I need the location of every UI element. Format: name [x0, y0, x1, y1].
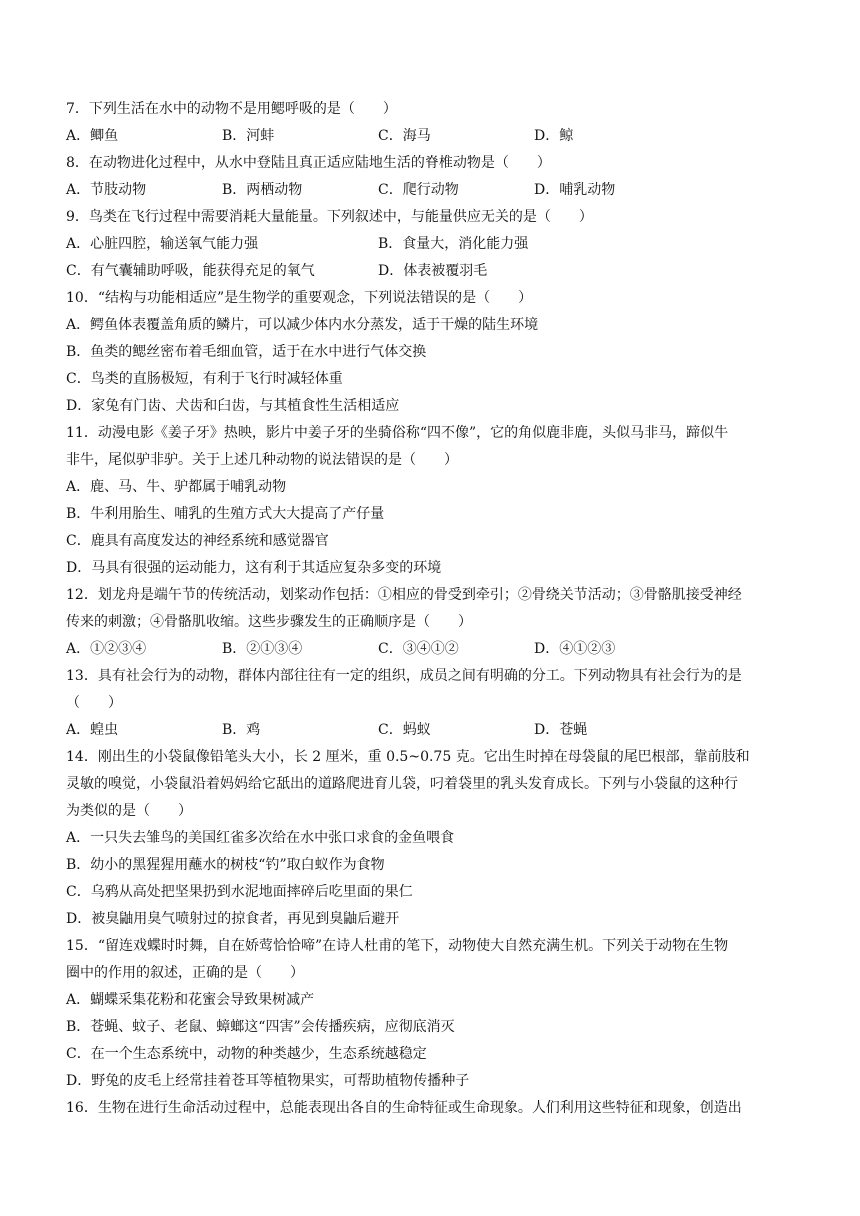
option-row — [66, 123, 796, 150]
answer-option[interactable]: A．蝗虫 — [66, 722, 119, 738]
answer-option[interactable]: C．爬行动物 — [378, 182, 459, 198]
answer-option[interactable]: C．在一个生态系统中，动物的种类越少，生态系统越稳定 — [66, 1046, 427, 1062]
answer-option[interactable]: D．鲸 — [534, 128, 574, 144]
option-row — [66, 231, 796, 258]
answer-option[interactable]: D．苍蝇 — [534, 722, 588, 738]
answer-option[interactable]: D．家兔有门齿、犬齿和臼齿，与其植食性生活相适应 — [66, 398, 400, 414]
question-stem-line: 圈中的作用的叙述，正确的是（ ） — [66, 965, 304, 981]
question-13 — [66, 663, 796, 744]
answer-option[interactable]: A．节肢动物 — [66, 182, 147, 198]
answer-option[interactable]: A．心脏四腔，输送氧气能力强 — [66, 236, 259, 252]
question-15 — [66, 933, 796, 1095]
answer-option[interactable]: B．两栖动物 — [222, 182, 303, 198]
answer-option[interactable]: B．苍蝇、蚊子、老鼠、蟑螂这“四害”会传播疾病，应彻底消灭 — [66, 1019, 455, 1035]
answer-option[interactable]: B．食量大，消化能力强 — [378, 236, 529, 252]
question-stem-line: （ ） — [66, 695, 122, 711]
question-12 — [66, 582, 796, 663]
question-stem-line: 11．动漫电影《姜子牙》热映，影片中姜子牙的坐骑俗称“四不像”，它的角似鹿非鹿，头似马非马，蹄似牛 — [66, 425, 729, 441]
question-stem-line: 12．划龙舟是端午节的传统活动，划桨动作包括：①相应的骨受到牵引；②骨绕关节活动；③骨骼肌接受神经 — [66, 587, 742, 603]
answer-option[interactable]: C．③④①② — [378, 641, 459, 657]
answer-option[interactable]: A．鳄鱼体表覆盖角质的鳞片，可以减少体内水分蒸发，适于干燥的陆生环境 — [66, 317, 539, 333]
answer-option[interactable]: C．海马 — [378, 128, 431, 144]
answer-option[interactable]: D．马具有很强的运动能力，这有利于其适应复杂多变的环境 — [66, 560, 442, 576]
answer-option[interactable]: B．鱼类的鳃丝密布着毛细血管，适于在水中进行气体交换 — [66, 344, 427, 360]
question-stem-line: 8．在动物进化过程中，从水中登陆且真正适应陆地生活的脊椎动物是（ ） — [66, 155, 551, 171]
question-stem-line: 15．“留连戏蝶时时舞，自在娇莺恰恰啼”在诗人杜甫的笔下，动物使大自然充满生机。下列关于动物在生物 — [66, 938, 729, 954]
question-stem-line: 14．刚出生的小袋鼠像铅笔头大小，长 2 厘米，重 0.5~0.75 克。它出生时掉在母袋鼠的尾巴根部，靠前肢和 — [66, 749, 750, 765]
question-stem-line: 9．鸟类在飞行过程中需要消耗大量能量。下列叙述中，与能量供应无关的是（ ） — [66, 209, 593, 225]
answer-option[interactable]: B．②①③④ — [222, 641, 303, 657]
question-stem-line: 传来的刺激；④骨骼肌收缩。这些步骤发生的正确顺序是（ ） — [66, 614, 472, 630]
answer-option[interactable]: A．蝴蝶采集花粉和花蜜会导致果树减产 — [66, 992, 315, 1008]
answer-option[interactable]: B．河蚌 — [222, 128, 275, 144]
answer-option[interactable]: A．①②③④ — [66, 641, 147, 657]
option-row — [66, 177, 796, 204]
answer-option[interactable]: B．幼小的黑猩猩用蘸水的树枝“钓”取白蚁作为食物 — [66, 857, 385, 873]
answer-option[interactable]: C．乌鸦从高处把坚果扔到水泥地面摔碎后吃里面的果仁 — [66, 884, 413, 900]
option-row — [66, 258, 796, 285]
question-stem-line: 7．下列生活在水中的动物不是用鳃呼吸的是（ ） — [66, 101, 397, 117]
answer-option[interactable]: D．哺乳动物 — [534, 182, 616, 198]
question-14 — [66, 744, 796, 933]
answer-option[interactable]: B．鸡 — [222, 722, 261, 738]
answer-option[interactable]: C．鹿具有高度发达的神经系统和感觉器官 — [66, 533, 329, 549]
answer-option[interactable]: D．野兔的皮毛上经常挂着苍耳等植物果实，可帮助植物传播种子 — [66, 1073, 470, 1089]
question-list — [66, 96, 796, 1122]
question-10 — [66, 285, 796, 420]
question-7 — [66, 96, 796, 150]
question-stem-line: 非牛，尾似驴非驴。关于上述几种动物的说法错误的是（ ） — [66, 452, 458, 468]
question-stem-line: 为类似的是（ ） — [66, 803, 192, 819]
answer-option[interactable]: A．鹿、马、牛、驴都属于哺乳动物 — [66, 479, 287, 495]
answer-option[interactable]: B．牛利用胎生、哺乳的生殖方式大大提高了产仔量 — [66, 506, 385, 522]
answer-option[interactable]: D．④①②③ — [534, 641, 616, 657]
question-16 — [66, 1095, 796, 1122]
option-row — [66, 717, 796, 744]
question-stem-line: 10．“结构与功能相适应”是生物学的重要观念，下列说法错误的是（ ） — [66, 290, 533, 306]
question-8 — [66, 150, 796, 204]
answer-option[interactable]: A．鲫鱼 — [66, 128, 119, 144]
question-stem-line: 16．生物在进行生命活动过程中，总能表现出各自的生命特征或生命现象。人们利用这些特征和现象，创造出 — [66, 1100, 742, 1116]
answer-option[interactable]: C．蚂蚁 — [378, 722, 431, 738]
answer-option[interactable]: C．有气囊辅助呼吸，能获得充足的氧气 — [66, 263, 315, 279]
question-11 — [66, 420, 796, 582]
question-stem-line: 灵敏的嗅觉，小袋鼠沿着妈妈给它舐出的道路爬进育儿袋，叼着袋里的乳头发育成长。下列与小袋鼠的这种行 — [66, 776, 738, 792]
question-stem-line: 13．具有社会行为的动物，群体内部往往有一定的组织，成员之间有明确的分工。下列动物具有社会行为的是 — [66, 668, 742, 684]
option-row — [66, 636, 796, 663]
answer-option[interactable]: C．鸟类的直肠极短，有利于飞行时减轻体重 — [66, 371, 343, 387]
answer-option[interactable]: D．被臭鼬用臭气喷射过的掠食者，再见到臭鼬后避开 — [66, 911, 400, 927]
answer-option[interactable]: A．一只失去雏鸟的美国红雀多次给在水中张口求食的金鱼喂食 — [66, 830, 455, 846]
answer-option[interactable]: D．体表被覆羽毛 — [378, 263, 488, 279]
question-9 — [66, 204, 796, 285]
